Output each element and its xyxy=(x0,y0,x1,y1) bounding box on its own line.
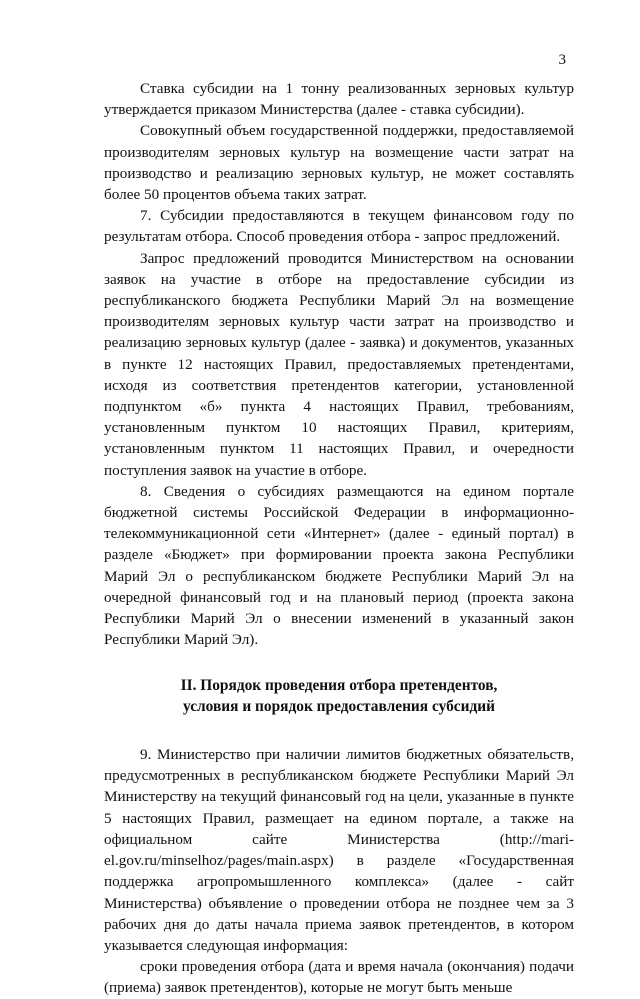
paragraph-subsidy-rate: Ставка субсидии на 1 тонну реализованных зерновых культур утверждается приказом Министерства (далее - ставка субсидии). xyxy=(104,80,574,119)
paragraph-item-9: 9. Министерство при наличии лимитов бюджетных обязательств, предусмотренных в республиканском бюджете Республики Марий Эл Министерству на текущий финансовый год на цели, указанные в пункте 5 настоящих Правил, размещает на едином портале, а также на официальном сайте Министерства (http://mari-el.gov.ru/minselhoz/pages/main.aspx) в разделе «Государственная поддержка агропромышленного комплекса» (далее - сайт Министерства) объявление о проведении отбора не позднее чем за 3 рабочих дня до даты начала приема заявок претендентов, в котором указывается следующая информация: xyxy=(104,746,574,954)
section-heading xyxy=(104,676,574,718)
section-heading-line-2: условия и порядок предоставления субсидий xyxy=(182,698,496,716)
paragraph-total-support: Совокупный объем государственной поддержки, предоставляемой производителям зерновых культур на возмещение части затрат на производство и реализацию зерновых культур, не может составлять более 50 процентов объема таких затрат. xyxy=(104,122,574,204)
paragraph-request-proposals: Запрос предложений проводится Министерством на основании заявок на участие в отборе на предоставление субсидии из республиканского бюджета Республики Марий Эл на возмещение производителям зерновых культур части затрат на производство и реализацию зерновых культур (далее - заявка) и документов, указанных в пункте 12 настоящих Правил, предоставляемых претендентами, исходя из соответствия претендентов категории, установленной подпунктом «б» пункта 4 настоящих Правил, требованиям, установленным пунктом 10 настоящих Правил, критериям, установленным пунктом 11 настоящих Правил, и очередности поступления заявок на участие в отборе. xyxy=(104,249,574,479)
heading-spacer xyxy=(104,718,574,744)
paragraph-selection-dates: сроки проведения отбора (дата и время начала (окончания) подачи (приема) заявок претендентов), которые не могут быть меньше xyxy=(104,958,574,997)
paragraph-item-8: 8. Сведения о субсидиях размещаются на едином портале бюджетной системы Российской Федерации в информационно-телекоммуникационной сети «Интернет» (далее - единый портал) в разделе «Бюджет» при формировании проекта закона Республики Марий Эл о республиканском бюджете Республики Марий Эл на очередной финансовый год и на плановый период (проекта закона Республики Марий Эл о внесении изменений в указанный закон Республики Марий Эл). xyxy=(104,482,574,649)
paragraph-item-7: 7. Субсидии предоставляются в текущем финансовом году по результатам отбора. Способ проведения отбора - запрос предложений. xyxy=(104,207,574,246)
page-number: 3 xyxy=(558,52,566,68)
document-body xyxy=(104,78,574,999)
section-heading-line-1: II. Порядок проведения отбора претендентов, xyxy=(180,677,498,695)
